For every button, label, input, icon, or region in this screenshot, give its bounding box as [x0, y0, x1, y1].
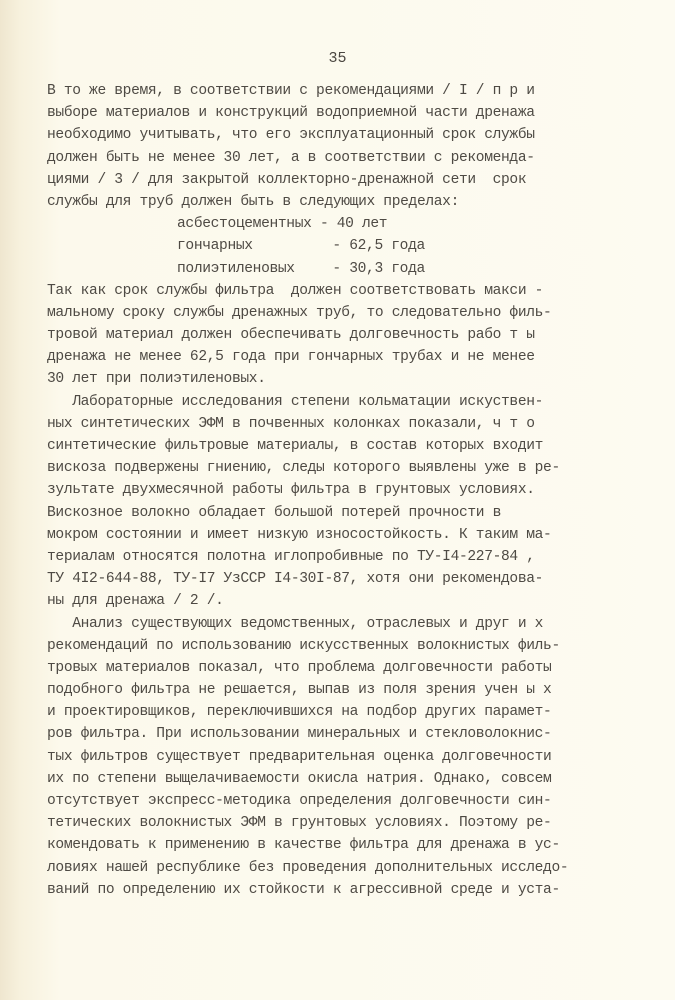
text-line: подобного фильтра не решается, выпав из поля зрения учен ы х	[47, 682, 552, 699]
text-line: ных синтетических ЭФМ в почвенных колонках показали, ч т о	[47, 415, 535, 432]
text-line: рекомендаций по использованию искусственных волокнистых филь-	[47, 637, 560, 654]
text-line: 30 лет при полиэтиленовых.	[47, 371, 266, 388]
text-line: и проектировщиков, переключившихся на подбор других парамет-	[47, 704, 552, 721]
text-line: вискоза подвержены гниению, следы которого выявлены уже в ре-	[47, 460, 560, 477]
text-line: тетических волокнистых ЭФМ в грунтовых условиях. Поэтому ре-	[47, 815, 552, 832]
text-line: зультате двухмесячной работы фильтра в грунтовых условиях.	[47, 482, 535, 499]
text-line: териалам относятся полотна иглопробивные по ТУ-I4-227-84 ,	[47, 548, 535, 565]
text-line: должен быть не менее 30 лет, а в соответствии с рекоменда-	[47, 149, 535, 166]
service-life-value: - 30,3 года	[332, 260, 425, 277]
text-line: ТУ 4I2-644-88, ТУ-I7 УзССР I4-30I-87, хотя они рекомендова-	[47, 571, 544, 588]
text-line: Так как срок службы фильтра должен соответствовать макси -	[47, 282, 544, 299]
text-line: мокром состоянии и имеет низкую износостойкость. К таким ма-	[47, 526, 552, 543]
text-line: выборе материалов и конструкций водоприемной части дренажа	[47, 105, 535, 122]
paragraph-start: Лабораторные исследования степени кольматации искуствен-	[47, 393, 544, 410]
service-life-value: - 62,5 года	[332, 238, 425, 255]
paragraph-start: Анализ существующих ведомственных, отраслевых и друг и х	[47, 615, 544, 632]
text-line: циями / 3 / для закрытой коллекторно-дренажной сети срок	[47, 171, 527, 188]
service-life-row	[47, 213, 627, 235]
service-life-value: - 40 лет	[319, 216, 388, 233]
service-life-row	[47, 258, 627, 280]
text-line: ров фильтра. При использовании минеральных и стекловолокнис-	[47, 726, 552, 743]
text-line: комендовать к применению в качестве фильтра для дренажа в ус-	[47, 837, 560, 854]
page-number: 35	[328, 50, 347, 67]
body-text	[47, 80, 627, 901]
pipe-type: гончарных	[177, 238, 253, 255]
text-line: ваний по определению их стойкости к агрессивной среде и уста-	[47, 881, 560, 898]
text-line: синтетические фильтровые материалы, в состав которых входит	[47, 438, 544, 454]
text-line: их по степени выщелачиваемости окисла натрия. Однако, совсем	[47, 770, 552, 787]
text-line: отсутствует экспресс-методика определения долговечности син-	[47, 793, 552, 809]
service-life-row	[47, 235, 627, 257]
pipe-type: асбестоцементных	[177, 216, 312, 233]
text-line: дренажа не менее 62,5 года при гончарных трубах и не менее	[47, 349, 535, 366]
text-line: Вискозное волокно обладает большой потерей прочности в	[47, 504, 502, 521]
text-line: ны для дренажа / 2 /.	[47, 593, 224, 610]
text-line: необходимо учитывать, что его эксплуатационный срок службы	[47, 127, 535, 144]
text-line: службы для труб должен быть в следующих пределах:	[47, 193, 459, 210]
text-line: тровых материалов показал, что проблема долговечности работы	[47, 659, 552, 676]
text-line: мальному сроку службы дренажных труб, то следовательно филь-	[47, 304, 552, 321]
text-line: тровой материал должен обеспечивать долговечность рабо т ы	[47, 327, 535, 344]
text-line: В то же время, в соответствии с рекомендациями / I / п р и	[47, 83, 535, 99]
pipe-type: полиэтиленовых	[177, 260, 295, 277]
text-line: тых фильтров существует предварительная оценка долговечности	[47, 748, 552, 765]
text-line: ловиях нашей республике без проведения дополнительных исследо-	[47, 859, 569, 876]
